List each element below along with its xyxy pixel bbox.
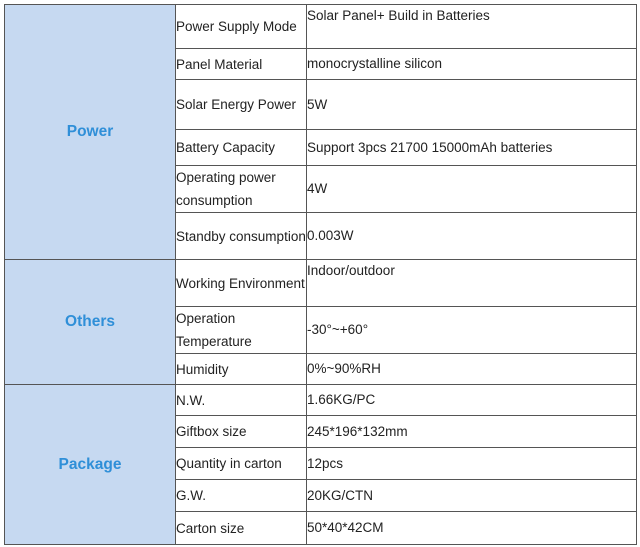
spec-value: 0.003W bbox=[307, 213, 637, 260]
group-label-power: Power bbox=[5, 5, 176, 260]
spec-value: 50*40*42CM bbox=[307, 512, 637, 545]
spec-label: Standby consumption bbox=[176, 213, 307, 260]
spec-value: 20KG/CTN bbox=[307, 480, 637, 512]
spec-label: Quantity in carton bbox=[176, 448, 307, 480]
spec-label: Carton size bbox=[176, 512, 307, 545]
spec-value: 245*196*132mm bbox=[307, 416, 637, 448]
spec-value: 4W bbox=[307, 166, 637, 213]
spec-label: G.W. bbox=[176, 480, 307, 512]
spec-label: Humidity bbox=[176, 354, 307, 385]
spec-table bbox=[4, 4, 637, 545]
spec-label: Panel Material bbox=[176, 49, 307, 80]
spec-label: Solar Energy Power bbox=[176, 80, 307, 130]
spec-value: monocrystalline silicon bbox=[307, 49, 637, 80]
spec-label: Operating power consumption bbox=[176, 166, 307, 213]
spec-label: Battery Capacity bbox=[176, 130, 307, 166]
spec-label: Working Environment bbox=[176, 260, 307, 307]
spec-value: Support 3pcs 21700 15000mAh batteries bbox=[307, 130, 637, 166]
spec-value: -30°~+60° bbox=[307, 307, 637, 354]
spec-label: Power Supply Mode bbox=[176, 5, 307, 49]
spec-label: Giftbox size bbox=[176, 416, 307, 448]
table-row bbox=[5, 260, 637, 307]
spec-value: 5W bbox=[307, 80, 637, 130]
spec-value: Indoor/outdoor bbox=[307, 260, 637, 307]
group-label-others: Others bbox=[5, 260, 176, 385]
table-row bbox=[5, 5, 637, 49]
table-row bbox=[5, 385, 637, 416]
spec-value: 1.66KG/PC bbox=[307, 385, 637, 416]
spec-value: 0%~90%RH bbox=[307, 354, 637, 385]
spec-label: Operation Temperature bbox=[176, 307, 307, 354]
spec-value: 12pcs bbox=[307, 448, 637, 480]
spec-value: Solar Panel+ Build in Batteries bbox=[307, 5, 637, 49]
spec-label: N.W. bbox=[176, 385, 307, 416]
group-label-package: Package bbox=[5, 385, 176, 545]
